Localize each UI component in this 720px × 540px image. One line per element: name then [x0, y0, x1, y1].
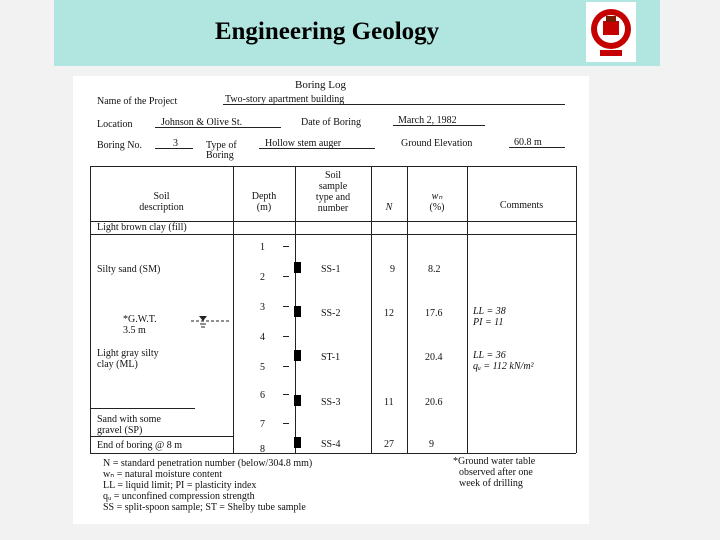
- legend-item: N = standard penetration number (below/304.8 mm): [103, 458, 313, 469]
- type-label-2: Boring: [206, 150, 234, 161]
- sample-id: SS-4: [321, 439, 341, 450]
- slide-header: [54, 0, 660, 66]
- elevation-underline: [509, 147, 565, 148]
- sample-marker: [294, 262, 301, 273]
- header-sample-3: type and: [315, 192, 351, 203]
- university-seal-icon: [586, 2, 636, 62]
- type-underline: [259, 148, 375, 149]
- depth-tick: [283, 366, 289, 367]
- sample-id: SS-1: [321, 264, 341, 275]
- soil-ml-2: clay (ML): [97, 359, 138, 370]
- soil-silty-sand: Silty sand (SM): [97, 264, 161, 275]
- type-label-1: Type of: [206, 140, 237, 151]
- sample-marker: [294, 395, 301, 406]
- boring-log-heading: Boring Log: [295, 79, 347, 91]
- date-underline: [393, 125, 485, 126]
- project-value: Two-story apartment building: [225, 94, 345, 105]
- footnote-line: week of drilling: [459, 478, 523, 489]
- project-underline: [223, 104, 565, 105]
- layer-boundary: [90, 408, 195, 409]
- depth-tick: [283, 276, 289, 277]
- header-comments: Comments: [499, 200, 544, 211]
- location-underline: [155, 127, 281, 128]
- soil-ml-1: Light gray silty: [97, 348, 159, 359]
- header-sample-4: number: [317, 203, 349, 214]
- date-label: Date of Boring: [301, 117, 361, 128]
- sample-marker: [294, 437, 301, 448]
- header-wn-1: wₙ: [431, 191, 443, 202]
- slide-title: Engineering Geology: [214, 18, 440, 45]
- depth-8: 8: [260, 444, 265, 455]
- header-sample-2: sample: [318, 181, 348, 192]
- gwt-depth: 3.5 m: [123, 325, 146, 336]
- elevation-label: Ground Elevation: [401, 138, 473, 149]
- sample-id: SS-2: [321, 308, 341, 319]
- sample-wn: 20.6: [425, 397, 443, 408]
- depth-tick: [283, 336, 289, 337]
- sample-n: 12: [384, 308, 394, 319]
- table-bottom-border: [90, 453, 576, 454]
- footnote-line: observed after one: [459, 467, 533, 478]
- fill-row-border: [90, 234, 576, 235]
- location-value: Johnson & Olive St.: [161, 117, 243, 128]
- table-right-border: [576, 166, 577, 453]
- header-soil-1: Soil: [153, 191, 170, 202]
- comment-pi-ss2: PI = 11: [473, 317, 504, 328]
- legend-item: SS = split-spoon sample; ST = Shelby tube sample: [103, 502, 306, 513]
- sample-n: 9: [390, 264, 395, 275]
- boring-no-label: Boring No.: [97, 140, 142, 151]
- boring-log-document: [73, 76, 589, 524]
- sample-wn: 8.2: [428, 264, 441, 275]
- comment-ll-st1: LL = 36: [473, 350, 506, 361]
- sample-id: ST-1: [321, 352, 341, 363]
- sample-marker: [294, 350, 301, 361]
- depth-1: 1: [260, 242, 265, 253]
- sample-n: 27: [384, 439, 394, 450]
- header-n: N: [385, 202, 393, 213]
- end-boundary: [90, 436, 233, 437]
- depth-4: 4: [260, 332, 265, 343]
- elevation-value: 60.8 m: [514, 137, 542, 148]
- header-depth-2: (m): [256, 202, 272, 213]
- footnote-line: *Ground water table: [453, 456, 536, 467]
- sample-marker: [294, 306, 301, 317]
- sample-wn: 9: [429, 439, 434, 450]
- depth-tick: [283, 423, 289, 424]
- comment-ll-ss2: LL = 38: [473, 306, 506, 317]
- boring-no-underline: [155, 148, 193, 149]
- depth-tick: [283, 246, 289, 247]
- legend-item: qᵤ = unconfined compression strength: [103, 491, 255, 502]
- depth-3: 3: [260, 302, 265, 313]
- depth-tick: [283, 306, 289, 307]
- depth-5: 5: [260, 362, 265, 373]
- boring-no-value: 3: [173, 138, 178, 149]
- project-label: Name of the Project: [97, 96, 178, 107]
- depth-6: 6: [260, 390, 265, 401]
- water-table-icon: [191, 316, 231, 330]
- depth-7: 7: [260, 419, 265, 430]
- depth-tick: [283, 394, 289, 395]
- gwt-label: *G.W.T.: [123, 314, 157, 325]
- header-depth-1: Depth: [251, 191, 277, 202]
- legend-item: LL = liquid limit; PI = plasticity index: [103, 480, 257, 491]
- sample-wn: 20.4: [425, 352, 443, 363]
- header-soil-2: description: [139, 202, 184, 213]
- date-value: March 2, 1982: [398, 115, 457, 126]
- table-top-border: [90, 166, 576, 167]
- end-of-boring: End of boring @ 8 m: [97, 440, 183, 451]
- comment-qu-st1: qᵤ = 112 kN/m²: [473, 361, 534, 372]
- sample-wn: 17.6: [425, 308, 443, 319]
- sample-id: SS-3: [321, 397, 341, 408]
- soil-sp-2: gravel (SP): [97, 425, 143, 436]
- soil-fill: Light brown clay (fill): [97, 222, 187, 233]
- soil-sp-1: Sand with some: [97, 414, 161, 425]
- location-label: Location: [97, 119, 133, 130]
- type-value: Hollow stem auger: [265, 138, 342, 149]
- depth-2: 2: [260, 272, 265, 283]
- header-sample-1: Soil: [324, 170, 342, 181]
- header-wn-2: (%): [429, 202, 445, 213]
- legend-item: wₙ = natural moisture content: [103, 469, 223, 480]
- sample-n: 11: [384, 397, 394, 408]
